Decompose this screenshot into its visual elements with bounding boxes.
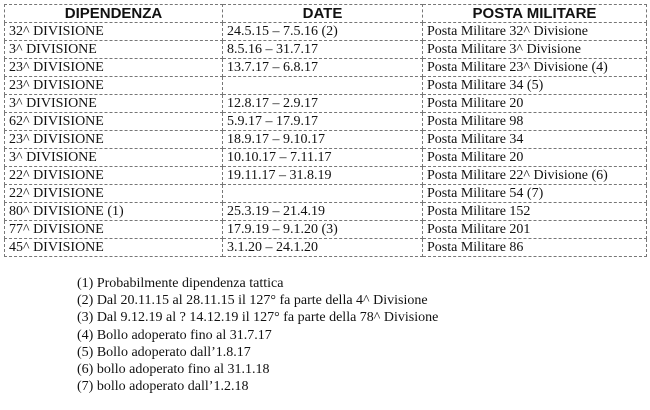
- header-dipendenza: DIPENDENZA: [5, 5, 223, 23]
- date-cell: 17.9.19 – 9.1.20 (3): [223, 221, 423, 239]
- date-cell: 5.9.17 – 17.9.17: [223, 113, 423, 131]
- footnotes-list: [77, 275, 438, 395]
- posta-militare-cell: Posta Militare 22^ Divisione (6): [423, 167, 647, 185]
- table-row: [5, 167, 647, 185]
- posta-militare-cell: Posta Militare 32^ Divisione: [423, 23, 647, 41]
- table-row: [5, 59, 647, 77]
- units-table: [4, 4, 647, 257]
- table-row: [5, 221, 647, 239]
- footnote-item: (3) Dal 9.12.19 al ? 14.12.19 il 127° fa parte della 78^ Divisione: [77, 310, 439, 326]
- posta-militare-cell: Posta Militare 20: [423, 149, 647, 167]
- date-cell: 19.11.17 – 31.8.19: [223, 167, 423, 185]
- dipendenza-cell: 23^ DIVISIONE: [5, 131, 223, 149]
- posta-militare-cell: Posta Militare 34: [423, 131, 647, 149]
- posta-militare-cell: Posta Militare 54 (7): [423, 185, 647, 203]
- dipendenza-cell: 45^ DIVISIONE: [5, 239, 223, 257]
- footnote-item: (4) Bollo adoperato fino al 31.7.17: [77, 327, 272, 343]
- table-row: [5, 113, 647, 131]
- date-cell: 18.9.17 – 9.10.17: [223, 131, 423, 149]
- footnote-item: (1) Probabilmente dipendenza tattica: [77, 276, 284, 291]
- table-row: [5, 77, 647, 95]
- dipendenza-cell: 62^ DIVISIONE: [5, 113, 223, 131]
- date-cell: 24.5.15 – 7.5.16 (2): [223, 23, 423, 41]
- date-cell: 10.10.17 – 7.11.17: [223, 149, 423, 167]
- dipendenza-cell: 22^ DIVISIONE: [5, 167, 223, 185]
- dipendenza-cell: 80^ DIVISIONE (1): [5, 203, 223, 221]
- posta-militare-cell: Posta Militare 3^ Divisione: [423, 41, 647, 59]
- posta-militare-cell: Posta Militare 34 (5): [423, 77, 647, 95]
- date-cell: 25.3.19 – 21.4.19: [223, 203, 423, 221]
- posta-militare-cell: Posta Militare 23^ Divisione (4): [423, 59, 647, 77]
- footnote-item: (6) bollo adoperato fino al 31.1.18: [77, 362, 270, 378]
- date-cell: 13.7.17 – 6.8.17: [223, 59, 423, 77]
- dipendenza-cell: 23^ DIVISIONE: [5, 59, 223, 77]
- date-cell: [223, 77, 423, 95]
- date-cell: 8.5.16 – 31.7.17: [223, 41, 423, 59]
- header-date: DATE: [223, 5, 423, 23]
- dipendenza-cell: 3^ DIVISIONE: [5, 149, 223, 167]
- footnote-item: (7) bollo adoperato dall’1.2.18: [77, 379, 249, 395]
- posta-militare-cell: Posta Militare 98: [423, 113, 647, 131]
- dipendenza-cell: 3^ DIVISIONE: [5, 95, 223, 113]
- dipendenza-cell: 23^ DIVISIONE: [5, 77, 223, 95]
- table-row: [5, 185, 647, 203]
- posta-militare-cell: Posta Militare 201: [423, 221, 647, 239]
- table-row: [5, 203, 647, 221]
- table-row: [5, 23, 647, 41]
- table-row: [5, 95, 647, 113]
- header-row: [5, 5, 647, 23]
- posta-militare-cell: Posta Militare 86: [423, 239, 647, 257]
- posta-militare-cell: Posta Militare 20: [423, 95, 647, 113]
- date-cell: 3.1.20 – 24.1.20: [223, 239, 423, 257]
- date-cell: 12.8.17 – 2.9.17: [223, 95, 423, 113]
- dipendenza-cell: 22^ DIVISIONE: [5, 185, 223, 203]
- footnote-item: (5) Bollo adoperato dall’1.8.17: [77, 344, 251, 360]
- date-cell: [223, 185, 423, 203]
- table-row: [5, 239, 647, 257]
- table-row: [5, 131, 647, 149]
- dipendenza-cell: 3^ DIVISIONE: [5, 41, 223, 59]
- dipendenza-cell: 77^ DIVISIONE: [5, 221, 223, 239]
- header-posta-militare: POSTA MILITARE: [423, 5, 647, 23]
- dipendenza-cell: 32^ DIVISIONE: [5, 23, 223, 41]
- table-row: [5, 41, 647, 59]
- footnote-item: (2) Dal 20.11.15 al 28.11.15 il 127° fa parte della 4^ Divisione: [77, 293, 428, 309]
- posta-militare-cell: Posta Militare 152: [423, 203, 647, 221]
- table-row: [5, 149, 647, 167]
